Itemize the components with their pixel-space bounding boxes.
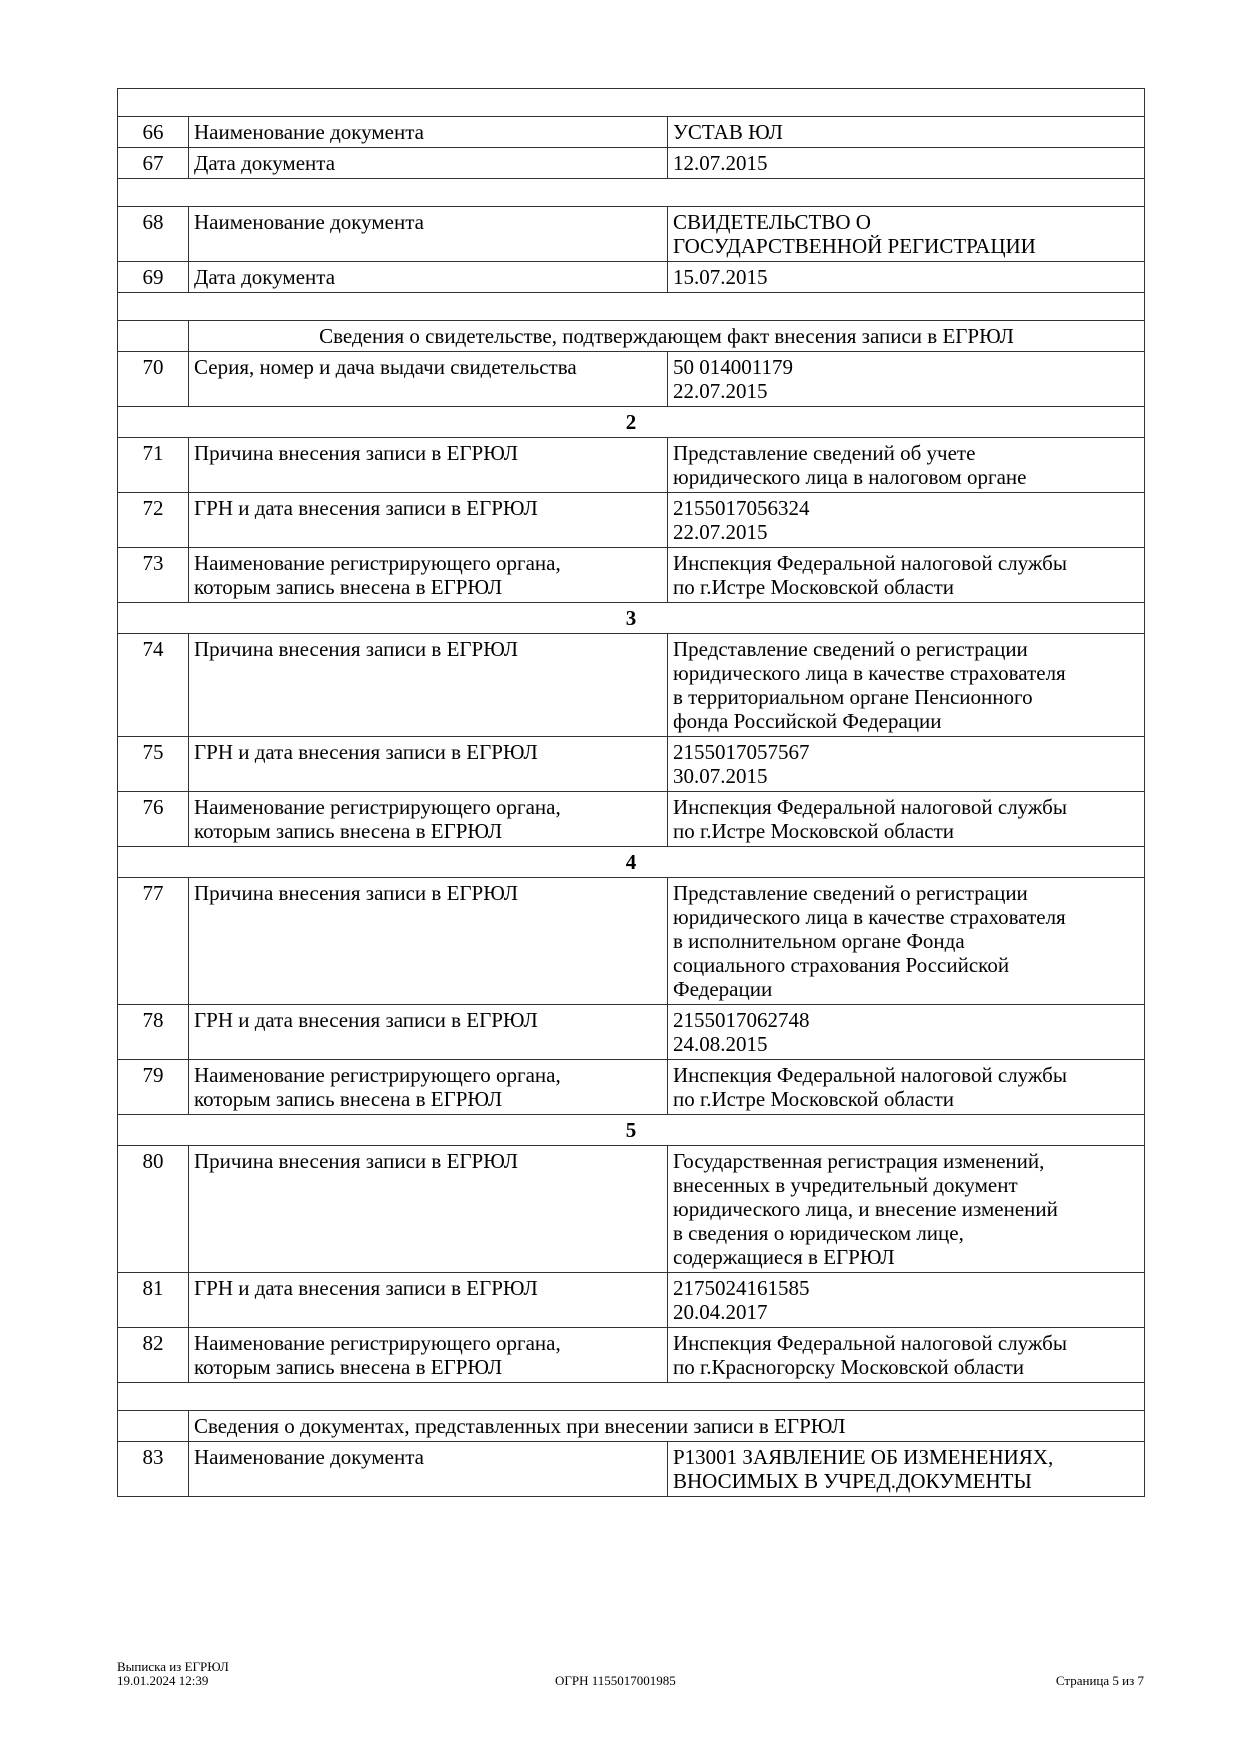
field-value [668,548,1145,603]
table-row [118,117,1145,148]
row-number: 72 [118,493,189,548]
row-number: 82 [118,1328,189,1383]
record-group-number: 3 [118,603,1145,634]
field-label [189,493,668,548]
field-label-line: которым запись внесена в ЕГРЮЛ [194,819,503,843]
row-number: 77 [118,878,189,1005]
field-label-line: ГРН и дата внесения записи в ЕГРЮЛ [194,496,538,520]
field-value-line: Представление сведений об учете [673,441,976,465]
record-group-number: 5 [118,1115,1145,1146]
field-label-line: Причина внесения записи в ЕГРЮЛ [194,637,519,661]
field-value-line: УСТАВ ЮЛ [673,120,783,144]
table-body [118,89,1145,1497]
footer-ogrn: ОГРН 1155017001985 [555,1673,676,1688]
field-value-line: фонда Российской Федерации [673,709,942,733]
table-row [118,1005,1145,1060]
field-value [668,1273,1145,1328]
field-label-line: Наименование регистрирующего органа, [194,795,561,819]
field-label [189,117,668,148]
field-value-line: Р13001 ЗАЯВЛЕНИЕ ОБ ИЗМЕНЕНИЯХ, [673,1445,1054,1469]
row-number: 81 [118,1273,189,1328]
table-row [118,878,1145,1005]
row-number: 74 [118,634,189,737]
record-group-number: 4 [118,847,1145,878]
field-value-line: Представление сведений о регистрации [673,637,1028,661]
field-value-line: Федерации [673,977,773,1001]
table-row [118,548,1145,603]
field-label-line: Серия, номер и дача выдачи свидетельства [194,355,577,379]
field-label-line: которым запись внесена в ЕГРЮЛ [194,1087,503,1111]
row-number: 75 [118,737,189,792]
field-label-line: ГРН и дата внесения записи в ЕГРЮЛ [194,1276,538,1300]
field-label [189,352,668,407]
field-value-line: в территориальном органе Пенсионного [673,685,1033,709]
field-value-line: Инспекция Федеральной налоговой службы [673,1063,1067,1087]
field-value-line: 15.07.2015 [673,265,768,289]
field-label [189,1328,668,1383]
spacer-row [118,179,1145,207]
field-label-line: ГРН и дата внесения записи в ЕГРЮЛ [194,740,538,764]
field-value-line: 2175024161585 [673,1276,810,1300]
row-number: 69 [118,262,189,293]
field-label [189,1442,668,1497]
row-number: 71 [118,438,189,493]
field-value [668,117,1145,148]
table-row [118,352,1145,407]
field-label-line: Причина внесения записи в ЕГРЮЛ [194,441,519,465]
field-value [668,792,1145,847]
field-value-line: 22.07.2015 [673,520,768,544]
table-row [118,1273,1145,1328]
field-label-line: Наименование документа [194,210,424,234]
field-value-line: по г.Истре Московской области [673,1087,955,1111]
row-number: 78 [118,1005,189,1060]
row-number: 83 [118,1442,189,1497]
field-value-line: юридического лица в качестве страхователя [673,661,1066,685]
field-value-line: Инспекция Федеральной налоговой службы [673,551,1067,575]
footer-page-number: Страница 5 из 7 [1055,1673,1144,1688]
table-row [118,792,1145,847]
section-header-row [118,321,1145,352]
record-group-header [118,603,1145,634]
field-value-line: 22.07.2015 [673,379,768,403]
field-value [668,262,1145,293]
field-label [189,792,668,847]
field-value-line: 20.04.2017 [673,1300,768,1324]
row-number: 76 [118,792,189,847]
field-value-line: Инспекция Федеральной налоговой службы [673,1331,1067,1355]
field-label-line: Наименование регистрирующего органа, [194,1063,561,1087]
section-num-cell [118,321,189,352]
field-label-line: Наименование регистрирующего органа, [194,1331,561,1355]
row-number: 70 [118,352,189,407]
row-number: 73 [118,548,189,603]
table-row [118,493,1145,548]
field-value [668,438,1145,493]
field-label-line: Наименование регистрирующего органа, [194,551,561,575]
footer-doc-title: Выписка из ЕГРЮЛ [117,1659,229,1674]
field-value-line: содержащиеся в ЕГРЮЛ [673,1245,895,1269]
section-title: Сведения о документах, представленных при внесении записи в ЕГРЮЛ [189,1411,1145,1442]
table-row [118,634,1145,737]
field-label [189,207,668,262]
field-value-line: ВНОСИМЫХ В УЧРЕД.ДОКУМЕНТЫ [673,1469,1032,1493]
footer-left [117,1660,229,1688]
field-value [668,148,1145,179]
field-value-line: Государственная регистрация изменений, [673,1149,1045,1173]
field-value-line: 12.07.2015 [673,151,768,175]
field-label [189,737,668,792]
field-label [189,634,668,737]
spacer-cell [118,293,1145,321]
field-value [668,493,1145,548]
spacer-row [118,89,1145,117]
egrul-extract-table [117,88,1145,1497]
field-value-line: 24.08.2015 [673,1032,768,1056]
field-value [668,1442,1145,1497]
field-value [668,634,1145,737]
field-value-line: юридического лица, и внесение изменений [673,1197,1058,1221]
field-value [668,1060,1145,1115]
spacer-cell [118,179,1145,207]
field-value-line: 30.07.2015 [673,764,768,788]
field-value [668,1328,1145,1383]
field-value-line: социального страхования Российской [673,953,1010,977]
table-row [118,1060,1145,1115]
field-value [668,207,1145,262]
field-label [189,878,668,1005]
field-label [189,1060,668,1115]
spacer-row [118,1383,1145,1411]
field-label-line: Причина внесения записи в ЕГРЮЛ [194,1149,519,1173]
field-value-line: ГОСУДАРСТВЕННОЙ РЕГИСТРАЦИИ [673,234,1036,258]
table-row [118,737,1145,792]
section-title: Сведения о свидетельстве, подтверждающем факт внесения записи в ЕГРЮЛ [189,321,1145,352]
field-label-line: Наименование документа [194,120,424,144]
field-value-line: 2155017062748 [673,1008,810,1032]
field-value-line: в исполнительном органе Фонда [673,929,965,953]
footer-datetime: 19.01.2024 12:39 [117,1673,209,1688]
field-label [189,1273,668,1328]
row-number: 79 [118,1060,189,1115]
spacer-row [118,293,1145,321]
spacer-cell [118,1383,1145,1411]
field-value-line: 50 014001179 [673,355,793,379]
table-row [118,148,1145,179]
field-value-line: внесенных в учредительный документ [673,1173,1018,1197]
field-label [189,1005,668,1060]
row-number: 66 [118,117,189,148]
field-label-line: Дата документа [194,265,336,289]
table-row [118,1146,1145,1273]
table-row [118,438,1145,493]
field-value [668,878,1145,1005]
field-value [668,1005,1145,1060]
field-value-line: Представление сведений о регистрации [673,881,1028,905]
table-row [118,1442,1145,1497]
field-label-line: ГРН и дата внесения записи в ЕГРЮЛ [194,1008,538,1032]
row-number: 67 [118,148,189,179]
field-label-line: Причина внесения записи в ЕГРЮЛ [194,881,519,905]
field-label [189,438,668,493]
field-label [189,1146,668,1273]
field-value [668,1146,1145,1273]
field-value-line: в сведения о юридическом лице, [673,1221,964,1245]
field-value-line: по г.Истре Московской области [673,819,955,843]
field-value-line: по г.Красногорску Московской области [673,1355,1025,1379]
field-value [668,737,1145,792]
row-number: 80 [118,1146,189,1273]
table-row [118,207,1145,262]
section-num-cell [118,1411,189,1442]
record-group-header [118,1115,1145,1146]
field-label [189,148,668,179]
row-number: 68 [118,207,189,262]
section-header-row [118,1411,1145,1442]
field-value-line: 2155017057567 [673,740,810,764]
table-row [118,1328,1145,1383]
field-value-line: юридического лица в качестве страхователя [673,905,1066,929]
field-value-line: Инспекция Федеральной налоговой службы [673,795,1067,819]
field-label-line: Наименование документа [194,1445,424,1469]
field-label-line: Дата документа [194,151,336,175]
field-value-line: по г.Истре Московской области [673,575,955,599]
field-label [189,548,668,603]
record-group-header [118,407,1145,438]
field-value-line: СВИДЕТЕЛЬСТВО О [673,210,871,234]
field-label-line: которым запись внесена в ЕГРЮЛ [194,1355,503,1379]
field-value [668,352,1145,407]
record-group-header [118,847,1145,878]
field-label [189,262,668,293]
field-label-line: которым запись внесена в ЕГРЮЛ [194,575,503,599]
field-value-line: 2155017056324 [673,496,810,520]
record-group-number: 2 [118,407,1145,438]
table-row [118,262,1145,293]
spacer-cell [118,89,1145,117]
field-value-line: юридического лица в налоговом органе [673,465,1027,489]
